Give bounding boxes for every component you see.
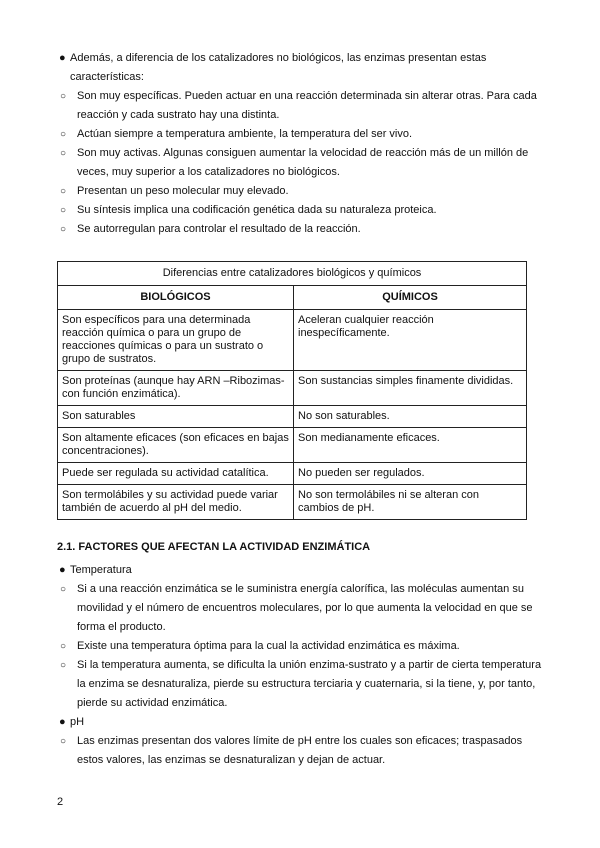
comparison-table: [57, 261, 527, 520]
list-item: ○ Son muy específicas. Pueden actuar en una reacción determinada sin alterar otras. Para cada reacción y cada sustrato hay una distinta.: [0, 87, 600, 125]
intro-block: [0, 49, 600, 239]
table-cell: Son sustancias simples finamente divididas.: [294, 371, 527, 406]
list-item: ○ Se autorregulan para controlar el resultado de la reacción.: [0, 220, 600, 239]
page-number: 2: [57, 796, 64, 808]
column-header-quimicos: QUÍMICOS: [294, 286, 527, 310]
bullet-circle-icon: ○: [60, 224, 67, 235]
bullet-circle-icon: ○: [60, 186, 67, 197]
list-item: ○ Su síntesis implica una codificación genética dada su naturaleza proteica.: [0, 201, 600, 220]
bullet-circle-icon: ○: [60, 129, 67, 140]
table-row: [58, 371, 527, 406]
list-item: ○ Si la temperatura aumenta, se dificulta la unión enzima-sustrato y a partir de cierta temperatura la enzima se desnaturaliza, pierde su estructura terciaria y cuaternaria, si la tiene, y, por tanto, pierde su actividad enzimática.: [0, 656, 600, 713]
table-cell: No pueden ser regulados.: [294, 463, 527, 485]
list-item: ○ Actúan siempre a temperatura ambiente, la temperatura del ser vivo.: [0, 125, 600, 144]
list-item: ○ Si a una reacción enzimática se le suministra energía calorífica, las moléculas aumentan su movilidad y el número de encuentros moleculares, por lo que aumenta la velocidad en que se forma el producto.: [0, 580, 600, 637]
table-row: [58, 406, 527, 428]
list-item: ○ Existe una temperatura óptima para la cual la actividad enzimática es máxima.: [0, 637, 600, 656]
list-item: ○ Las enzimas presentan dos valores límite de pH entre los cuales son eficaces; traspasados estos valores, las enzimas se desnaturalizan y dejan de actuar.: [0, 732, 600, 770]
table-caption-row: [58, 262, 527, 286]
bullet-dot-icon: ●: [59, 52, 66, 64]
table-cell: Son proteínas (aunque hay ARN –Ribozimas- con función enzimática).: [58, 371, 294, 406]
table-cell: No son termolábiles ni se alteran con cambios de pH.: [294, 485, 527, 520]
column-header-biologicos: BIOLÓGICOS: [58, 286, 294, 310]
bullet-circle-icon: ○: [60, 584, 67, 595]
bullet-circle-icon: ○: [60, 205, 67, 216]
factor-ph: ● pH: [0, 713, 600, 732]
table-row: [58, 428, 527, 463]
table-cell: Son medianamente eficaces.: [294, 428, 527, 463]
table-cell: Puede ser regulada su actividad catalítica.: [58, 463, 294, 485]
factor-temperatura: ● Temperatura: [0, 561, 600, 580]
bullet-circle-icon: ○: [60, 641, 67, 652]
factors-block: [0, 561, 600, 770]
table-caption: Diferencias entre catalizadores biológicos y químicos: [58, 262, 527, 286]
table-header-row: [58, 286, 527, 310]
table-cell: Son altamente eficaces (son eficaces en bajas concentraciones).: [58, 428, 294, 463]
bullet-circle-icon: ○: [60, 91, 67, 102]
bullet-dot-icon: ●: [59, 716, 66, 728]
table-cell: Aceleran cualquier reacción inespecíficamente.: [294, 310, 527, 371]
table-row: [58, 463, 527, 485]
table-row: [58, 485, 527, 520]
bullet-circle-icon: ○: [60, 736, 67, 747]
table-cell: Son termolábiles y su actividad puede variar también de acuerdo al pH del medio.: [58, 485, 294, 520]
table-row: [58, 310, 527, 371]
intro-bullet: ● Además, a diferencia de los catalizadores no biológicos, las enzimas presentan estas características:: [0, 49, 600, 87]
bullet-dot-icon: ●: [59, 564, 66, 576]
table-cell: No son saturables.: [294, 406, 527, 428]
section-title: 2.1. FACTORES QUE AFECTAN LA ACTIVIDAD ENZIMÁTICA: [57, 541, 371, 553]
list-item: ○ Son muy activas. Algunas consiguen aumentar la velocidad de reacción más de un millón de veces, muy superior a los catalizadores no biológicos.: [0, 144, 600, 182]
bullet-circle-icon: ○: [60, 660, 67, 671]
bullet-circle-icon: ○: [60, 148, 67, 159]
table-cell: Son específicos para una determinada reacción química o para un grupo de reacciones químicas o para un sustrato o grupo de sustratos.: [58, 310, 294, 371]
table-cell: Son saturables: [58, 406, 294, 428]
list-item: ○ Presentan un peso molecular muy elevado.: [0, 182, 600, 201]
